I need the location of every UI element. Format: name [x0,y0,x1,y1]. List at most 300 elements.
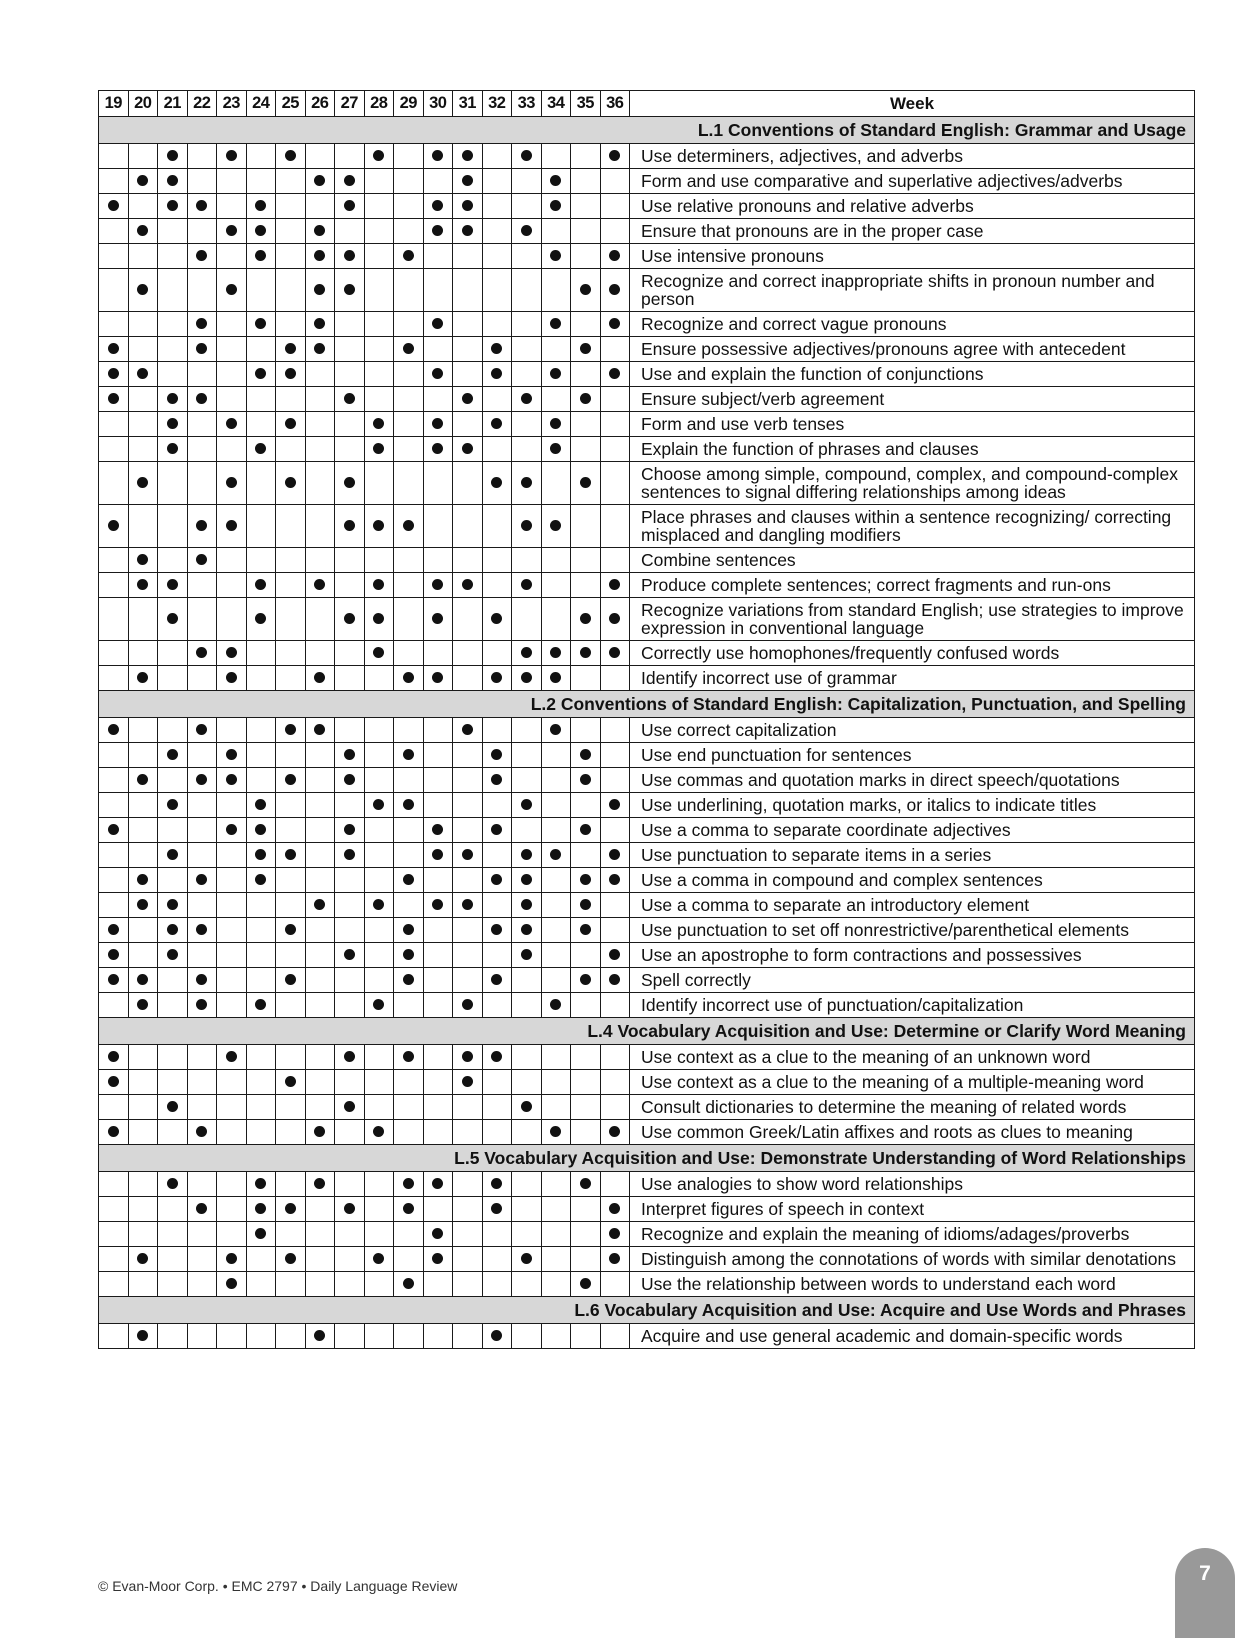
week-cell [335,169,365,194]
bullet-icon [462,579,473,590]
week-cell [246,1045,276,1070]
week-cell [541,993,571,1018]
bullet-icon [167,150,178,161]
week-cell [600,412,630,437]
week-cell [246,219,276,244]
week-cell [541,1222,571,1247]
week-cell [394,1070,424,1095]
bullet-icon [196,774,207,785]
week-cell [512,793,542,818]
week-cell [512,993,542,1018]
week-cell [364,993,394,1018]
week-cell [453,219,483,244]
bullet-icon [373,899,384,910]
week-cell [512,768,542,793]
bullet-icon [314,175,325,186]
week-cell [99,943,129,968]
week-cell [158,1070,188,1095]
section-header-row [99,691,1195,718]
bullet-icon [432,1228,443,1239]
week-cell [187,1070,217,1095]
week-cell [187,893,217,918]
week-cell [276,1095,306,1120]
week-cell [482,968,512,993]
week-cell [571,312,601,337]
week-cell [99,793,129,818]
week-cell [394,1247,424,1272]
week-cell [99,219,129,244]
bullet-icon [167,1178,178,1189]
week-cell [217,312,247,337]
skill-row [99,269,1195,312]
week-cell [482,1324,512,1349]
week-cell [217,337,247,362]
week-cell [276,269,306,312]
week-cell [276,1070,306,1095]
bullet-icon [462,200,473,211]
bullet-icon [196,974,207,985]
week-cell [217,219,247,244]
bullet-icon [373,1253,384,1264]
bullet-icon [196,250,207,261]
week-cell [482,312,512,337]
week-cell [423,1172,453,1197]
week-header-row [99,91,1195,117]
week-cell [423,768,453,793]
bullet-icon [491,368,502,379]
week-cell [158,1272,188,1297]
week-cell [364,641,394,666]
week-cell [571,362,601,387]
bullet-icon [226,477,237,488]
bullet-icon [403,520,414,531]
week-cell [453,573,483,598]
week-cell [453,1222,483,1247]
skill-row [99,244,1195,269]
week-cell [453,362,483,387]
bullet-icon [462,150,473,161]
bullet-icon [550,175,561,186]
week-cell [423,337,453,362]
week-cell [99,1324,129,1349]
bullet-icon [108,1126,119,1137]
week-cell [128,1045,158,1070]
week-cell [453,1247,483,1272]
bullet-icon [196,874,207,885]
skill-row [99,194,1195,219]
week-cell [482,598,512,641]
week-cell [394,666,424,691]
week-cell [394,718,424,743]
week-cell [600,437,630,462]
week-cell [482,1247,512,1272]
bullet-icon [255,999,266,1010]
week-cell [335,968,365,993]
week-cell [600,1247,630,1272]
week-cell [276,943,306,968]
skill-label: Use commas and quotation marks in direct speech/quotations [630,768,1195,793]
week-cell [512,219,542,244]
week-cell [335,843,365,868]
week-cell [335,437,365,462]
bullet-icon [167,613,178,624]
bullet-icon [373,613,384,624]
skill-label: Use end punctuation for sentences [630,743,1195,768]
week-cell [246,1324,276,1349]
week-cell [482,573,512,598]
week-cell [158,573,188,598]
bullet-icon [344,477,355,488]
bullet-icon [550,368,561,379]
week-cell [158,1172,188,1197]
week-cell [128,1272,158,1297]
skill-label: Combine sentences [630,548,1195,573]
week-cell [541,968,571,993]
bullet-icon [167,924,178,935]
bullet-icon [285,1203,296,1214]
week-cell [571,743,601,768]
week-cell [335,993,365,1018]
week-cell [305,1045,335,1070]
week-cell [364,1272,394,1297]
bullet-icon [521,1101,532,1112]
week-cell [541,269,571,312]
week-cell [482,1095,512,1120]
week-cell [423,144,453,169]
week-cell [246,387,276,412]
week-cell [128,598,158,641]
bullet-icon [314,250,325,261]
bullet-icon [462,1051,473,1062]
week-cell [187,843,217,868]
week-cell [453,269,483,312]
week-cell [335,943,365,968]
bullet-icon [137,672,148,683]
week-cell [217,244,247,269]
week-cell [158,1120,188,1145]
week-cell [453,1070,483,1095]
week-cell [128,1172,158,1197]
week-cell [305,1070,335,1095]
week-cell [482,169,512,194]
week-cell [423,462,453,505]
week-cell [246,244,276,269]
bullet-icon [285,1076,296,1087]
week-cell [217,573,247,598]
week-number: 35 [571,91,601,117]
week-cell [571,993,601,1018]
week-cell [482,1172,512,1197]
week-cell [364,868,394,893]
week-cell [394,598,424,641]
week-number: 31 [453,91,483,117]
week-cell [217,868,247,893]
week-cell [187,548,217,573]
bullet-icon [491,1178,502,1189]
skill-label: Use intensive pronouns [630,244,1195,269]
skill-label: Consult dictionaries to determine the meaning of related words [630,1095,1195,1120]
week-cell [305,312,335,337]
week-cell [364,893,394,918]
bullet-icon [108,1051,119,1062]
week-cell [128,312,158,337]
week-cell [246,793,276,818]
week-cell [128,219,158,244]
week-cell [276,462,306,505]
bullet-icon [609,368,620,379]
week-cell [158,1095,188,1120]
week-cell [600,918,630,943]
week-cell [482,641,512,666]
week-cell [128,194,158,219]
bullet-icon [403,874,414,885]
week-cell [482,1070,512,1095]
week-cell [276,412,306,437]
week-cell [364,1247,394,1272]
week-cell [158,269,188,312]
bullet-icon [255,225,266,236]
skill-label: Use a comma to separate coordinate adjectives [630,818,1195,843]
week-cell [276,843,306,868]
week-cell [364,1324,394,1349]
bullet-icon [491,924,502,935]
bullet-icon [167,200,178,211]
week-cell [394,337,424,362]
skill-label: Distinguish among the connotations of words with similar denotations [630,1247,1195,1272]
skill-row [99,968,1195,993]
bullet-icon [432,1178,443,1189]
bullet-icon [344,250,355,261]
week-cell [600,818,630,843]
week-cell [394,843,424,868]
week-cell [276,144,306,169]
bullet-icon [550,724,561,735]
week-cell [571,768,601,793]
week-cell [423,1272,453,1297]
week-cell [512,1197,542,1222]
week-cell [158,462,188,505]
week-cell [571,598,601,641]
bullet-icon [137,579,148,590]
skill-label: Use and explain the function of conjunctions [630,362,1195,387]
week-cell [187,868,217,893]
skill-row [99,548,1195,573]
bullet-icon [550,418,561,429]
bullet-icon [285,368,296,379]
week-cell [246,893,276,918]
week-cell [423,1197,453,1222]
week-cell [541,437,571,462]
week-cell [335,1172,365,1197]
week-cell [128,387,158,412]
week-cell [305,641,335,666]
bullet-icon [196,999,207,1010]
week-cell [571,573,601,598]
week-cell [246,1272,276,1297]
week-cell [99,462,129,505]
week-cell [364,793,394,818]
week-cell [482,548,512,573]
week-cell [364,1222,394,1247]
week-cell [217,462,247,505]
week-cell [158,1222,188,1247]
week-cell [571,818,601,843]
bullet-icon [314,225,325,236]
week-cell [246,943,276,968]
skill-row [99,1222,1195,1247]
week-cell [453,818,483,843]
week-cell [571,387,601,412]
week-cell [600,1197,630,1222]
week-cell [276,312,306,337]
week-cell [128,968,158,993]
bullet-icon [550,1126,561,1137]
week-cell [305,437,335,462]
week-cell [128,718,158,743]
week-cell [571,505,601,548]
bullet-icon [344,1051,355,1062]
skill-label: Identify incorrect use of punctuation/capitalization [630,993,1195,1018]
bullet-icon [314,672,325,683]
skill-label: Use context as a clue to the meaning of a multiple-meaning word [630,1070,1195,1095]
week-cell [482,269,512,312]
week-cell [128,269,158,312]
bullet-icon [491,749,502,760]
bullet-icon [609,874,620,885]
week-cell [335,793,365,818]
bullet-icon [196,724,207,735]
bullet-icon [137,774,148,785]
week-cell [305,843,335,868]
bullet-icon [491,477,502,488]
skill-label: Use context as a clue to the meaning of an unknown word [630,1045,1195,1070]
week-cell [600,968,630,993]
bullet-icon [373,150,384,161]
week-cell [512,269,542,312]
week-cell [541,818,571,843]
week-cell [158,244,188,269]
week-cell [482,219,512,244]
section-title: L.2 Conventions of Standard English: Capitalization, Punctuation, and Spelling [99,691,1195,718]
week-number: 33 [512,91,542,117]
week-cell [571,219,601,244]
skill-label: Use underlining, quotation marks, or italics to indicate titles [630,793,1195,818]
bullet-icon [344,284,355,295]
week-cell [423,194,453,219]
week-cell [453,1197,483,1222]
bullet-icon [521,150,532,161]
week-number: 24 [246,91,276,117]
week-cell [364,743,394,768]
week-cell [128,818,158,843]
week-cell [246,666,276,691]
week-cell [217,818,247,843]
skill-label: Use common Greek/Latin affixes and roots as clues to meaning [630,1120,1195,1145]
page-number: 7 [1199,1562,1211,1585]
bullet-icon [462,393,473,404]
week-cell [99,918,129,943]
bullet-icon [226,150,237,161]
week-cell [187,1247,217,1272]
week-cell [600,312,630,337]
bullet-icon [462,849,473,860]
week-cell [453,843,483,868]
week-cell [158,918,188,943]
bullet-icon [344,849,355,860]
bullet-icon [521,874,532,885]
week-cell [158,337,188,362]
week-cell [158,1324,188,1349]
week-cell [394,943,424,968]
bullet-icon [344,200,355,211]
week-cell [453,505,483,548]
bullet-icon [491,418,502,429]
week-cell [187,943,217,968]
week-number: 21 [158,91,188,117]
bullet-icon [580,874,591,885]
week-cell [187,437,217,462]
week-cell [541,1324,571,1349]
bullet-icon [373,579,384,590]
week-cell [541,868,571,893]
week-cell [453,437,483,462]
week-cell [246,743,276,768]
section-header-row [99,1018,1195,1045]
bullet-icon [432,579,443,590]
week-cell [158,793,188,818]
week-cell [482,387,512,412]
bullet-icon [432,200,443,211]
week-cell [600,337,630,362]
week-number: 29 [394,91,424,117]
week-cell [423,362,453,387]
week-cell [187,818,217,843]
week-cell [158,868,188,893]
week-cell [158,818,188,843]
week-cell [453,918,483,943]
week-cell [305,169,335,194]
week-cell [512,818,542,843]
week-cell [453,1095,483,1120]
skill-label: Spell correctly [630,968,1195,993]
week-cell [541,244,571,269]
week-cell [541,843,571,868]
week-cell [187,362,217,387]
week-cell [453,1172,483,1197]
bullet-icon [550,849,561,860]
bullet-icon [137,175,148,186]
week-cell [246,968,276,993]
week-cell [217,1197,247,1222]
week-cell [482,768,512,793]
week-cell [305,968,335,993]
week-cell [217,169,247,194]
week-cell [512,968,542,993]
bullet-icon [137,874,148,885]
week-cell [571,1247,601,1272]
week-cell [217,194,247,219]
bullet-icon [432,824,443,835]
bullet-icon [255,318,266,329]
week-cell [512,1272,542,1297]
bullet-icon [167,849,178,860]
week-cell [512,462,542,505]
week-cell [571,943,601,968]
week-cell [423,1070,453,1095]
bullet-icon [432,318,443,329]
skill-row [99,793,1195,818]
week-cell [571,244,601,269]
